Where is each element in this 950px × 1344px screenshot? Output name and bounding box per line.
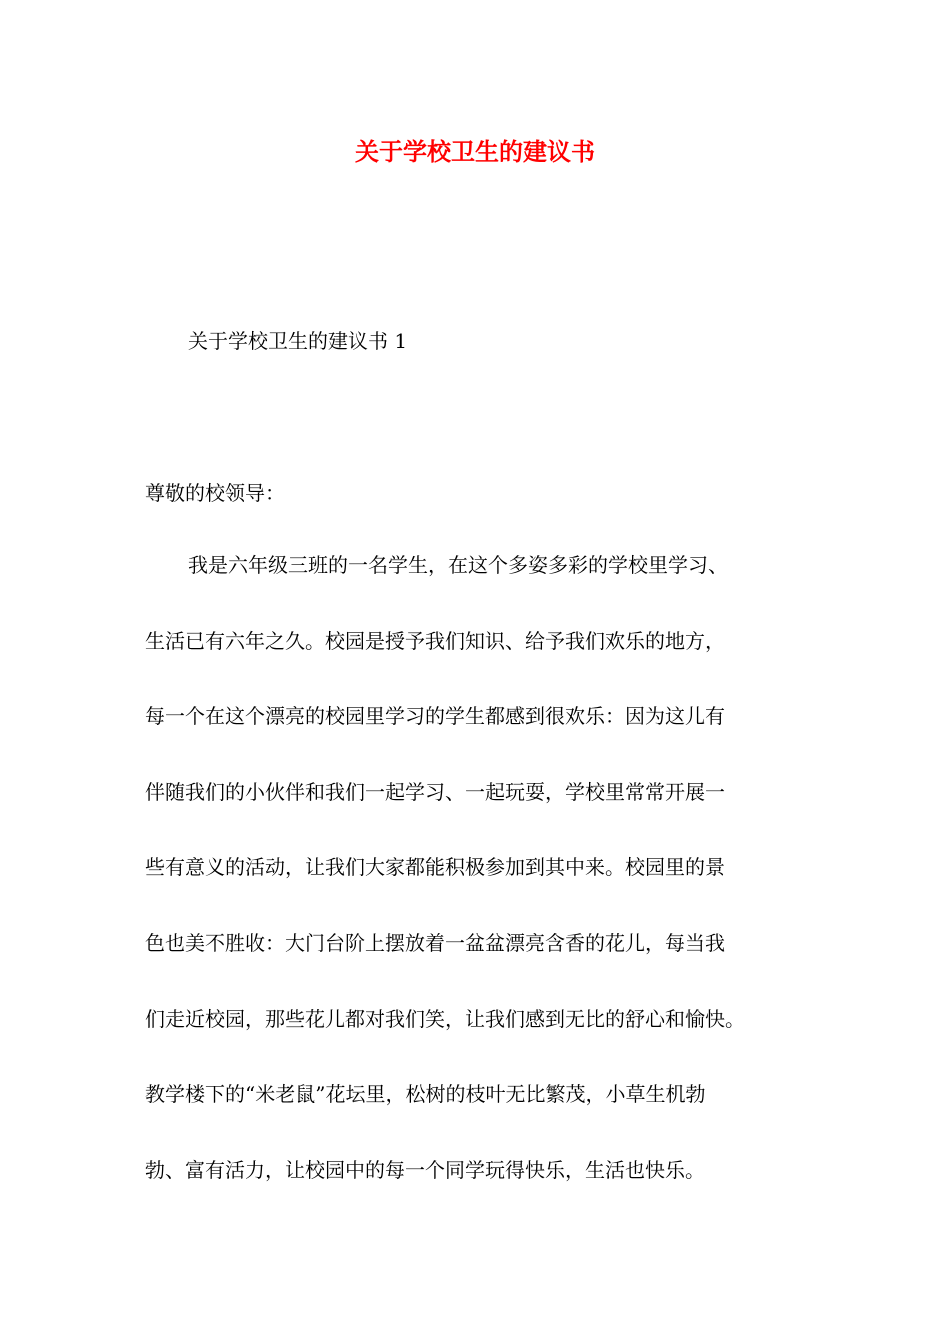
salutation: 尊敬的校领导： bbox=[145, 481, 285, 505]
body-line: 色也美不胜收：大门台阶上摆放着一盆盆漂亮含香的花儿，每当我 bbox=[145, 930, 725, 955]
body-paragraph bbox=[145, 550, 845, 1230]
body-line: 些有意义的活动，让我们大家都能积极参加到其中来。校园里的景 bbox=[145, 855, 725, 880]
body-line: 伴随我们的小伙伴和我们一起学习、一起玩耍，学校里常常开展一 bbox=[145, 779, 725, 804]
body-line: 勃、富有活力，让校园中的每一个同学玩得快乐，生活也快乐。 bbox=[145, 1157, 705, 1182]
section-heading: 关于学校卫生的建议书 1 bbox=[188, 329, 408, 353]
document-title: 关于学校卫生的建议书 bbox=[355, 137, 595, 166]
body-line: 教学楼下的“米老鼠”花坛里，松树的枝叶无比繁茂，小草生机勃 bbox=[145, 1082, 706, 1107]
body-line: 们走近校园，那些花儿都对我们笑，让我们感到无比的舒心和愉快。 bbox=[145, 1006, 745, 1031]
body-line: 每一个在这个漂亮的校园里学习的学生都感到很欢乐：因为这儿有 bbox=[145, 704, 725, 729]
body-line: 我是六年级三班的一名学生，在这个多姿多彩的学校里学习、 bbox=[188, 553, 728, 577]
body-line: 生活已有六年之久。校园是授予我们知识、给予我们欢乐的地方， bbox=[145, 628, 725, 653]
